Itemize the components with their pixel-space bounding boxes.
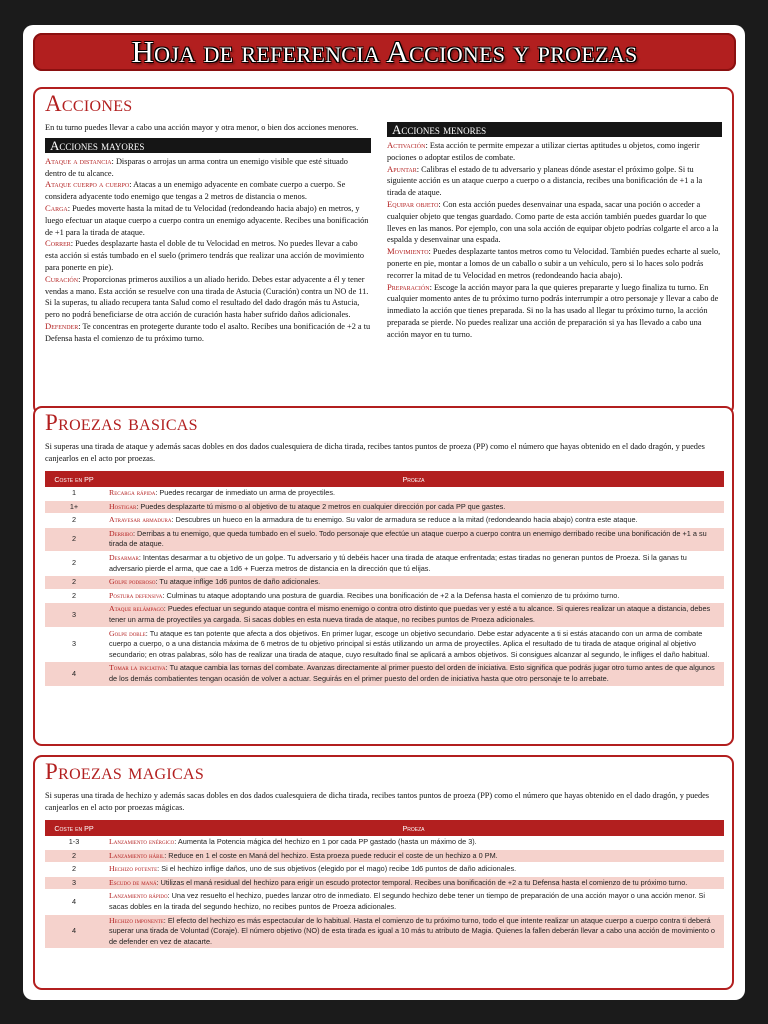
action-term: Apuntar	[387, 163, 417, 174]
table-row	[45, 500, 724, 514]
stunt-description: Tu ataque inflige 1d6 puntos de daño adicionales.	[159, 577, 321, 587]
stunt-column-header: Proeza	[103, 471, 724, 487]
page-title: Hoja de referencia Acciones y proezas	[131, 34, 638, 69]
stunt-cost: 2	[45, 514, 103, 528]
action-description: Calibras el estado de tu adversario y planeas dónde asestar el próximo golpe. Si tu siguiente acción es un ataque cuerpo a cuerpo o a distancia, recibes una bonificación de +1 a la tirada de ataque.	[387, 164, 703, 198]
action-entry: Defender: Te concentras en protegerte durante todo el asalto. Recibes una bonificación de +2 a tu Defensa hasta el comienzo de tu próximo turno.	[45, 320, 371, 343]
stunt-cell: Ataque relámpago: Puedes efectuar un segundo ataque contra el mismo enemigo o contra otro distinto que puedas ver y esté a tu alcance. Si quieres realizar un ataque a distancia, debes tener un arma de proyectiles ya cargada. Si sacas dobles en esta nueva tirada de ataque, no recibes puntos de Proeza adicionales.	[103, 603, 724, 627]
action-description: Puedes desplazarte hasta el doble de tu Velocidad en metros. No puedes llevar a cabo esta acción si estás tumbado en el suelo (primero tendrás que realizar una acción de movimiento para ponerte en pie).	[45, 239, 365, 272]
reference-sheet	[23, 25, 745, 1000]
stunt-description: Reduce en 1 el coste en Maná del hechizo. Esta proeza puede reducir el coste de un hechizo a 0 PM.	[168, 850, 498, 860]
stunt-cell: Golpe doble: Tu ataque es tan potente que afecta a dos objetivos. En primer lugar, escoge un objetivo secundario. Debe estar adyacente a ti si estás atacando con un arma de combate cuerpo a cuerpo, o a una distancia máxima de 6 metros de tu objetivo principal si estás utilizando un arma de proyectiles. Aplica el resultado de tu tirada de ataque original al objetivo secundario; en otras palabras, sólo has de realizar una tirada de ataque, cuyo resultado final se aplicará a ambos objetivos. Si consigues alcanzar al segundo, le infliges el daño habitual.	[103, 627, 724, 662]
acciones-right-column	[387, 122, 722, 341]
action-term: Ataque cuerpo a cuerpo	[45, 179, 130, 190]
action-term: Defender	[45, 320, 79, 331]
action-entry: Curación: Proporcionas primeros auxilios a un aliado herido. Debes estar adyacente a él y tener vendas a mano. Esta acción se resuelve con una tirada de Astucia (Curación) contra un NO de 11. Si la superas, tu aliado recupera tanta Salud como el resultado del dado dragón más tu Astucia, pero no podrá beneficiarse de otra acción de curación hasta haber sufrido daños adicionales.	[45, 273, 369, 320]
stunt-name: Tomar la iniciativa	[109, 663, 166, 673]
table-row	[45, 876, 724, 890]
stunt-description: Utilizas el maná residual del hechizo para erigir un escudo protector temporal. Recibes una bonificación de +2 a tu Defensa hasta el comienzo de tu próximo turno.	[160, 877, 688, 887]
action-description: Disparas o arrojas un arma contra un enemigo visible que esté situado dentro de tu alcance.	[45, 156, 348, 178]
acciones-title: Acciones	[45, 91, 133, 116]
action-description: Con esta acción puedes desenvainar una espada, sacar una poción o acceder a cualquier objeto que tengas guardado. Como parte de esta acción también puedes guardar lo que lleves en las manos. Por ejemplo, con una sola acción de equipar objeto podrías colgarte el arco a la espalda y desenvainar una espada.	[387, 199, 719, 245]
table-row	[45, 849, 724, 863]
action-entry: Movimiento: Puedes desplazarte tantos metros como tu Velocidad. También puedes echarte al suelo, ponerte en pie, montar a lomos de un caballo o subir a un vehículo, pero si lo haces solo podrás recorrer la mitad de tu Velocidad en metros (redondeando hacia abajo).	[387, 246, 721, 280]
stunt-name: Escudo de maná	[109, 877, 157, 887]
table-row	[45, 527, 724, 551]
action-entry: Ataque a distancia: Disparas o arrojas un arma contra un enemigo visible que esté situado dentro de tu alcance.	[45, 155, 348, 178]
stunt-name: Atravesar armadura	[109, 515, 172, 525]
action-entry: Preparación: Escoge la acción mayor para la que quieres prepararte y luego finaliza tu turno. En cualquier momento antes de tu próximo turno podrás interrumpir a otro personaje y llevar a cabo de inmediato la acción que tienes preparada. Si no la has usado al llegar tu próximo turno, la acción preparada se pierde. No puedes realizar una acción de preparación si ya has llevado a cabo una acción mayor en tu turno.	[387, 281, 719, 339]
stunt-name: Derribo	[109, 528, 133, 538]
stunt-cell: Hechizo imponente: El efecto del hechizo es más espectacular de lo habitual. Hasta el comienzo de tu próximo turno, todo el que intente realizar un ataque cuerpo a cuerpo contra ti deberá superar una tirada de Voluntad (Coraje). El número objetivo (NO) de esta tirada es igual a 10 más tu atributo de Magia. Quienes la fallen deberán llevar a cabo una acción de movimiento o de defender en vez de atacarte.	[103, 914, 724, 949]
action-term: Correr	[45, 238, 71, 249]
stunt-cell: Lanzamiento rápido: Una vez resuelto el hechizo, puedes lanzar otro de inmediato. El segundo hechizo debe tener un tiempo de preparación de una acción mayor o una acción menor. Si sacas dobles en la tirada del segundo hechizo, no recibes puntos de Proeza adicionales.	[103, 890, 724, 914]
stunt-description: Una vez resuelto el hechizo, puedes lanzar otro de inmediato. El segundo hechizo debe tener un tiempo de preparación de una acción mayor o una acción menor. Si sacas dobles en la tirada del segundo hechizo, no recibes puntos de Proeza adicionales.	[109, 891, 706, 911]
table-row	[45, 662, 724, 686]
stunt-description: Puedes desplazarte tú mismo o al objetivo de tu ataque 2 metros en cualquier dirección por cada PP que gastes.	[140, 501, 506, 511]
proezas-basicas-title: Proezas basicas	[45, 410, 198, 435]
stunt-cell: Lanzamiento hábil: Reduce en 1 el coste en Maná del hechizo. Esta proeza puede reducir el coste de un hechizo a 0 PM.	[103, 849, 724, 863]
acciones-mayores-heading: Acciones mayores	[45, 138, 371, 153]
stunt-description: Descubres un hueco en la armadura de tu enemigo. Su valor de armadura se reduce a la mitad (redondeando hacia abajo) contra este ataque.	[175, 515, 638, 525]
cost-column-header: Coste en PP	[45, 471, 103, 487]
stunt-name: Lanzamiento rápido	[109, 891, 168, 901]
acciones-left-column	[45, 122, 371, 345]
proezas-basicas-intro: Si superas una tirada de ataque y además sacas dobles en dos dados cualesquiera de dicha tirada, recibes tantos puntos de proeza (PP) como el número que hayas obtenido en el dado dragón, y puedes canjearlos en el acto por proezas.	[45, 442, 705, 463]
stunt-description: Si el hechizo inflige daños, uno de sus objetivos (elegido por el mago) recibe 1d6 puntos de daño adicionales.	[161, 864, 517, 874]
proezas-magicas-panel	[33, 755, 734, 990]
table-row	[45, 589, 724, 603]
action-entry: Correr: Puedes desplazarte hasta el doble de tu Velocidad en metros. No puedes llevar a cabo esta acción si estás tumbado en el suelo (primero tendrás que realizar una acción de movimiento para ponerte en pie).	[45, 238, 365, 272]
table-row	[45, 836, 724, 849]
stunt-cell: Postura defensiva: Culminas tu ataque adoptando una postura de guardia. Recibes una bonificación de +2 a la Defensa hasta el comienzo de tu próximo turno.	[103, 589, 724, 603]
action-term: Carga	[45, 202, 68, 213]
stunt-cell: Desarmar: Intentas desarmar a tu objetivo de un golpe. Tu adversario y tú debéis hacer una tirada de ataque enfrentada; estas tiradas no generan puntos de Proeza. Si la ganas tu adversario pierde el arma, que cae a 1d6 + Fuerza metros de distancia en la dirección que tú elijas.	[103, 551, 724, 575]
action-term: Preparación	[387, 281, 430, 292]
table-row	[45, 487, 724, 500]
stunt-cell: Derribo: Derribas a tu enemigo, que queda tumbado en el suelo. Todo personaje que efectúe un ataque cuerpo a cuerpo contra un enemigo derribado recibe una bonificación de +1 a su tirada de ataque.	[103, 527, 724, 551]
stunt-column-header: Proeza	[103, 820, 724, 836]
stunt-cell: Hostigar: Puedes desplazarte tú mismo o al objetivo de tu ataque 2 metros en cualquier dirección por cada PP que gastes.	[103, 500, 724, 514]
stunt-description: Puedes recargar de inmediato un arma de proyectiles.	[159, 488, 336, 497]
stunt-cost: 1	[45, 487, 103, 500]
stunt-cost: 2	[45, 551, 103, 575]
proezas-basicas-table	[45, 471, 724, 687]
stunt-cost: 2	[45, 527, 103, 551]
stunt-description: Intentas desarmar a tu objetivo de un golpe. Tu adversario y tú debéis hacer una tirada de ataque enfrentada; estas tiradas no generan puntos de Proeza. Si la ganas tu adversario pierde el arma, que cae a 1d6 + Fuerza metros de distancia en la dirección que tú elijas.	[109, 552, 687, 573]
proezas-magicas-table	[45, 820, 724, 949]
stunt-name: Recarga rápida	[109, 488, 156, 497]
stunt-cost: 2	[45, 576, 103, 590]
stunt-cost: 2	[45, 589, 103, 603]
proezas-magicas-intro: Si superas una tirada de hechizo y además sacas dobles en dos dados cualesquiera de dicha tirada, recibes tantos puntos de proeza (PP) como el número que hayas obtenido en el dado dragón, y puedes canjearlos en el acto por proezas mágicas.	[45, 791, 709, 812]
acciones-intro: En tu turno puedes llevar a cabo una acción mayor y otra menor, o bien dos acciones menores.	[45, 123, 359, 132]
stunt-cost: 4	[45, 890, 103, 914]
stunt-cell: Hechizo potente: Si el hechizo inflige daños, uno de sus objetivos (elegido por el mago) recibe 1d6 puntos de daño adicionales.	[103, 863, 724, 877]
stunt-description: Aumenta la Potencia mágica del hechizo en 1 por cada PP gastado (hasta un máximo de 3).	[177, 837, 477, 846]
proezas-magicas-title: Proezas magicas	[45, 759, 205, 784]
action-entry: Activación: Esta acción te permite empezar a utilizar ciertas aptitudes u objetos, como ingerir pociones o adoptar estilos de combate.	[387, 140, 700, 162]
stunt-cell: Golpe poderoso: Tu ataque inflige 1d6 puntos de daño adicionales.	[103, 576, 724, 590]
stunt-name: Hostigar	[109, 501, 137, 511]
stunt-cost: 3	[45, 876, 103, 890]
table-row	[45, 603, 724, 627]
stunt-cell: Recarga rápida: Puedes recargar de inmediato un arma de proyectiles.	[103, 487, 724, 500]
action-description: Atacas a un enemigo adyacente en combate cuerpo a cuerpo. Se considera adyacente todo enemigo que tengas a 2 metros de distancia o menos.	[45, 180, 346, 202]
stunt-cost: 4	[45, 662, 103, 686]
stunt-name: Hechizo imponente	[109, 915, 164, 925]
action-term: Ataque a distancia	[45, 155, 112, 166]
table-row	[45, 914, 724, 949]
stunt-description: Tu ataque cambia las tornas del combate. Avanzas directamente al primer puesto del orden de iniciativa. Esto significa que podrás jugar otro turno antes de que algunos de los demás combatientes tengan ocasión de volver a actuar. Seguirás en el primer puesto del orden de iniciativa hasta que otro personaje te lo arrebate.	[109, 663, 715, 683]
stunt-cost: 4	[45, 914, 103, 949]
acciones-panel	[33, 87, 734, 415]
stunt-name: Golpe doble	[109, 628, 146, 638]
action-description: Puedes moverte hasta la mitad de tu Velocidad (redondeando hacia abajo) en metros, y luego efectuar un ataque cuerpo a cuerpo contra un enemigo adyacente. Recibes una bonificación de +1 para la tirada de ataque.	[45, 203, 369, 237]
action-term: Curación	[45, 273, 79, 284]
action-entry: Apuntar: Calibras el estado de tu adversario y planeas dónde asestar el próximo golpe. Si tu siguiente acción es un ataque cuerpo a cuerpo o a distancia, recibes una bonificación de +1 a la tirada de ataque.	[387, 163, 703, 198]
stunt-cell: Tomar la iniciativa: Tu ataque cambia las tornas del combate. Avanzas directamente al primer puesto del orden de iniciativa. Esto significa que podrás jugar otro turno antes de que algunos de los demás combatientes tengan ocasión de volver a actuar. Seguirás en el primer puesto del orden de iniciativa hasta que otro personaje te lo arrebate.	[103, 662, 724, 686]
stunt-description: Puedes efectuar un segundo ataque contra el mismo enemigo o contra otro distinto que puedas ver y esté a tu alcance. Si quieres realizar un ataque a distancia, debes tener un arma de proyectiles ya cargada. Si sacas dobles en esta nueva tirada de ataque, no recibes puntos de Proeza adicionales.	[109, 604, 711, 624]
table-row	[45, 551, 724, 575]
action-entry: Equipar objeto: Con esta acción puedes desenvainar una espada, sacar una poción o acceder a cualquier objeto que tengas guardado. Como parte de esta acción también puedes guardar lo que lleves en las manos. Por ejemplo, con una sola acción de equipar objeto podrías colgarte el arco a la espalda y desenvainar una espada.	[387, 198, 719, 245]
action-description: Proporcionas primeros auxilios a un aliado herido. Debes estar adyacente a él y tener vendas a mano. Esta acción se resuelve con una tirada de Astucia (Curación) contra un NO de 11. Si la superas, tu aliado recupera tanta Salud como el resultado del dado dragón más tu Astucia, pero no podrá beneficiarse de otra acción de curación hasta haber sufrido daños adicionales.	[45, 274, 369, 320]
proezas-magicas-rows	[45, 836, 724, 949]
action-term: Movimiento	[387, 246, 429, 257]
cost-column-header: Coste en PP	[45, 820, 103, 836]
stunt-cost: 2	[45, 863, 103, 877]
stunt-cost: 2	[45, 849, 103, 863]
acciones-menores-list	[387, 140, 722, 341]
stunt-name: Lanzamiento enérgico	[109, 837, 175, 846]
stunt-name: Lanzamiento hábil	[109, 850, 165, 860]
stunt-name: Ataque relámpago	[109, 604, 164, 614]
action-term: Activación	[387, 140, 426, 150]
stunt-description: Tu ataque es tan potente que afecta a dos objetivos. En primer lugar, escoge un objetivo secundario. Debe estar adyacente a ti si estás atacando con un arma de combate cuerpo a cuerpo, o a una distancia máxima de 6 metros de tu objetivo principal si estás utilizando un arma de proyectiles. Aplica el resultado de tu tirada de ataque original al objetivo secundario; en otras palabras, sólo has de realizar una tirada de ataque, cuyo resultado final se aplicará a ambos objetivos. Si consigues alcanzar al segundo, le infliges el daño habitual.	[109, 628, 710, 659]
acciones-mayores-list	[45, 156, 371, 345]
action-description: Puedes desplazarte tantos metros como tu Velocidad. También puedes echarte al suelo, ponerte en pie, montar a lomos de un caballo o subir a un vehículo, pero si lo haces solo podrás recorrer la mitad de tu Velocidad en metros (redondeando hacia abajo).	[387, 247, 721, 280]
action-description: Esta acción te permite empezar a utilizar ciertas aptitudes u objetos, como ingerir pociones o adoptar estilos de combate.	[387, 141, 700, 162]
proezas-basicas-panel	[33, 406, 734, 746]
action-description: Escoge la acción mayor para la que quieres prepararte y luego finaliza tu turno. En cualquier momento antes de tu próximo turno podrás interrumpir a otro personaje y llevar a cabo de inmediato la acción que tienes preparada. Si no la has usado al llegar tu próximo turno, la acción preparada se pierde. No puedes realizar una acción de preparación si ya has llevado a cabo una acción mayor en tu turno.	[387, 282, 719, 339]
action-entry: Ataque cuerpo a cuerpo: Atacas a un enemigo adyacente en combate cuerpo a cuerpo. Se considera adyacente todo enemigo que tengas a 2 metros de distancia o menos.	[45, 179, 346, 202]
stunt-cell: Escudo de maná: Utilizas el maná residual del hechizo para erigir un escudo protector temporal. Recibes una bonificación de +2 a tu Defensa hasta el comienzo de tu próximo turno.	[103, 876, 724, 890]
stunt-cost: 3	[45, 603, 103, 627]
action-term: Equipar objeto	[387, 198, 439, 209]
stunt-cost: 1+	[45, 500, 103, 514]
action-description: Te concentras en protegerte durante todo el asalto. Recibes una bonificación de +2 a tu Defensa hasta el comienzo de tu próximo turno.	[45, 321, 371, 343]
stunt-name: Golpe poderoso	[109, 577, 156, 587]
table-row	[45, 890, 724, 914]
stunt-description: Derribas a tu enemigo, que queda tumbado en el suelo. Todo personaje que efectúe un ataque cuerpo a cuerpo contra un enemigo derribado recibe una bonificación de +1 a su tirada de ataque.	[109, 528, 707, 549]
acciones-menores-heading: Acciones menores	[387, 122, 722, 137]
stunt-cost: 1-3	[45, 836, 103, 849]
stunt-name: Desarmar	[109, 552, 139, 562]
stunt-description: El efecto del hechizo es más espectacular de lo habitual. Hasta el comienzo de tu próximo turno, todo el que intente realizar un ataque cuerpo a cuerpo contra ti deberá superar una tirada de Voluntad (Coraje). El número objetivo (NO) de esta tirada es igual a 10 más tu atributo de Magia. Quienes la fallen deberán llevar a cabo una acción de movimiento o de defender en vez de atacarte.	[109, 915, 715, 946]
table-row	[45, 514, 724, 528]
title-banner	[33, 33, 736, 71]
action-entry: Carga: Puedes moverte hasta la mitad de tu Velocidad (redondeando hacia abajo) en metros, y luego efectuar un ataque cuerpo a cuerpo contra un enemigo adyacente. Recibes una bonificación de +1 para la tirada de ataque.	[45, 202, 369, 237]
stunt-cost: 3	[45, 627, 103, 662]
table-row	[45, 576, 724, 590]
stunt-name: Hechizo potente	[109, 864, 158, 874]
proezas-basicas-rows	[45, 487, 724, 686]
stunt-name: Postura defensiva	[109, 590, 163, 600]
table-row	[45, 863, 724, 877]
stunt-description: Culminas tu ataque adoptando una postura de guardia. Recibes una bonificación de +2 a la Defensa hasta el comienzo de tu próximo turno.	[166, 590, 620, 600]
stunt-cell: Atravesar armadura: Descubres un hueco en la armadura de tu enemigo. Su valor de armadura se reduce a la mitad (redondeando hacia abajo) contra este ataque.	[103, 514, 724, 528]
stunt-cell: Lanzamiento enérgico: Aumenta la Potencia mágica del hechizo en 1 por cada PP gastado (hasta un máximo de 3).	[103, 836, 724, 849]
table-row	[45, 627, 724, 662]
